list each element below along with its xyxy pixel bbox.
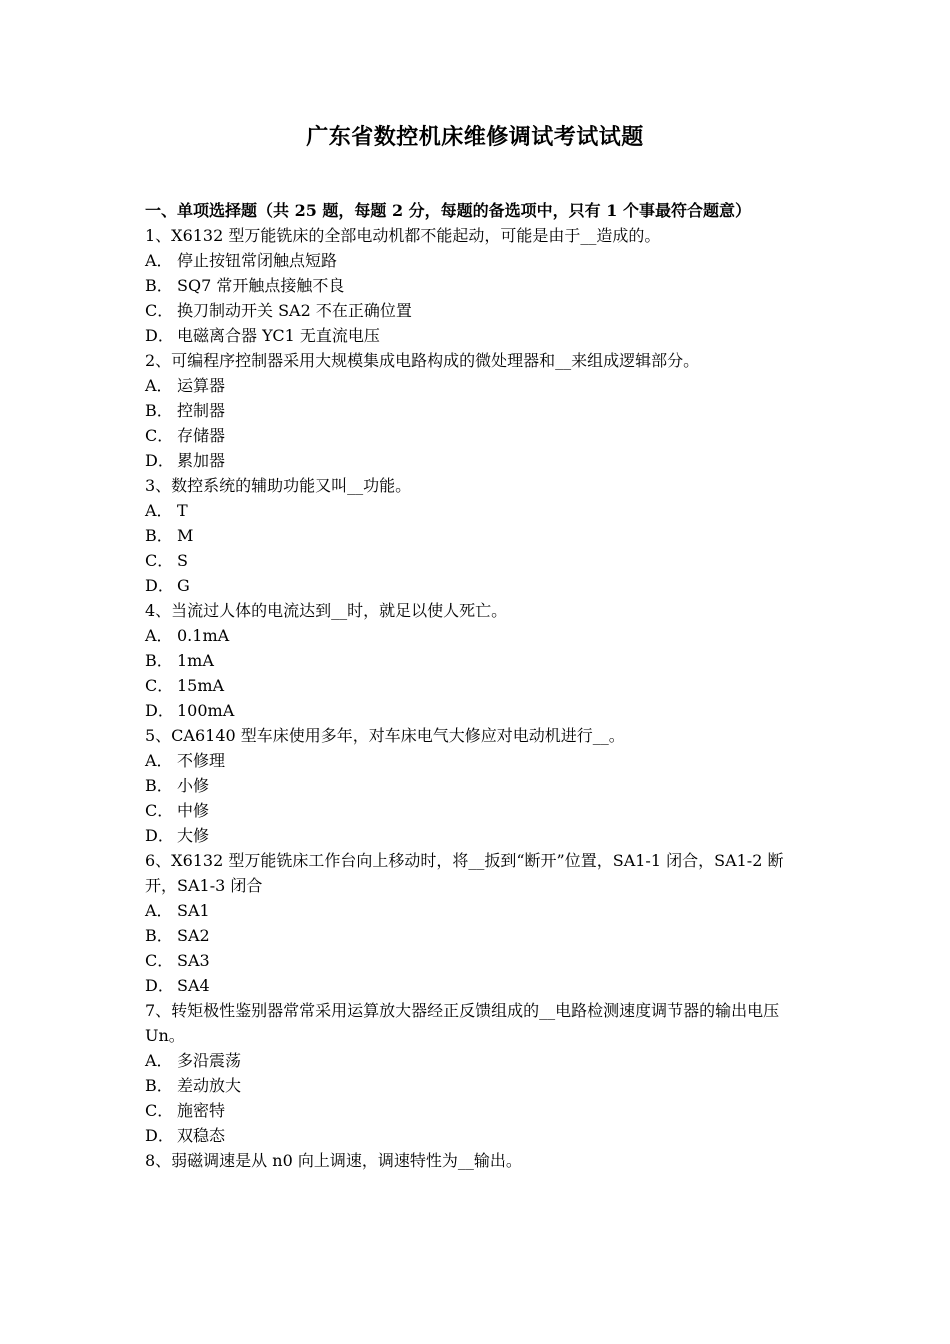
answer-option <box>145 573 809 598</box>
question-block <box>145 1148 809 1173</box>
answer-option <box>145 548 809 573</box>
option-text: SA2 <box>177 926 210 945</box>
option-text: 运算器 <box>177 376 226 395</box>
answer-option <box>145 498 809 523</box>
question-block <box>145 598 809 723</box>
question-stem: 3、数控系统的辅助功能又叫__功能。 <box>145 476 412 495</box>
answer-option <box>145 948 809 973</box>
option-text: M <box>177 526 194 545</box>
option-letter: D． <box>145 826 174 845</box>
answer-option <box>145 248 809 273</box>
answer-option <box>145 1048 809 1073</box>
option-text: 15mA <box>177 676 225 695</box>
answer-option <box>145 748 809 773</box>
option-letter: B． <box>145 526 173 545</box>
option-text: G <box>177 576 190 595</box>
option-letter: A． <box>145 501 173 520</box>
answer-option <box>145 673 809 698</box>
option-text: SA3 <box>177 951 210 970</box>
option-letter: D． <box>145 576 174 595</box>
option-letter: C． <box>145 676 174 695</box>
option-text: 双稳态 <box>177 1126 226 1145</box>
answer-option <box>145 973 809 998</box>
option-letter: A． <box>145 376 173 395</box>
option-letter: B． <box>145 1076 173 1095</box>
option-text: 中修 <box>177 801 210 820</box>
option-letter: B． <box>145 276 173 295</box>
question-block <box>145 723 809 848</box>
answer-option <box>145 448 809 473</box>
option-text: 大修 <box>177 826 210 845</box>
answer-option <box>145 798 809 823</box>
option-letter: A． <box>145 626 173 645</box>
answer-option <box>145 373 809 398</box>
option-text: 0.1mA <box>177 626 230 645</box>
question-block <box>145 223 809 348</box>
option-letter: D． <box>145 451 174 470</box>
option-letter: D． <box>145 976 174 995</box>
answer-option <box>145 398 809 423</box>
question-stem: 7、转矩极性鉴别器常常采用运算放大器经正反馈组成的__电路检测速度调节器的输出电压 Un。 <box>145 1001 780 1045</box>
option-text: S <box>177 551 188 570</box>
answer-option <box>145 273 809 298</box>
answer-option <box>145 523 809 548</box>
question-list <box>145 223 809 1173</box>
question-stem: 1、X6132 型万能铣床的全部电动机都不能起动，可能是由于__造成的。 <box>145 226 661 245</box>
option-text: 小修 <box>177 776 210 795</box>
question-block <box>145 473 809 598</box>
answer-option <box>145 1073 809 1098</box>
option-letter: A． <box>145 901 173 920</box>
option-letter: B． <box>145 926 173 945</box>
option-text: SA1 <box>177 901 210 920</box>
answer-option <box>145 773 809 798</box>
answer-option <box>145 1123 809 1148</box>
answer-option <box>145 648 809 673</box>
option-letter: A． <box>145 251 173 270</box>
option-text: 差动放大 <box>177 1076 242 1095</box>
option-text: 换刀制动开关 SA2 不在正确位置 <box>177 301 412 320</box>
option-text: SA4 <box>177 976 210 995</box>
option-letter: C． <box>145 951 174 970</box>
answer-option <box>145 298 809 323</box>
option-text: 停止按钮常闭触点短路 <box>177 251 338 270</box>
page-title: 广东省数控机床维修调试考试试题 <box>306 124 644 150</box>
question-stem: 4、当流过人体的电流达到__时，就足以使人死亡。 <box>145 601 508 620</box>
question-stem: 5、CA6140 型车床使用多年，对车床电气大修应对电动机进行__。 <box>145 726 625 745</box>
question-stem: 6、X6132 型万能铣床工作台向上移动时，将__扳到“断开”位置，SA1-1 闭合，SA1-2 断开，SA1-3 闭合 <box>145 851 784 895</box>
option-text: 不修理 <box>177 751 226 770</box>
question-stem: 2、可编程序控制器采用大规模集成电路构成的微处理器和__来组成逻辑部分。 <box>145 351 700 370</box>
option-text: 施密特 <box>177 1101 226 1120</box>
option-letter: D． <box>145 1126 174 1145</box>
option-letter: A． <box>145 1051 173 1070</box>
option-text: 存储器 <box>177 426 226 445</box>
option-text: 多沿震荡 <box>177 1051 242 1070</box>
option-letter: C． <box>145 426 174 445</box>
option-text: SQ7 常开触点接触不良 <box>177 276 345 295</box>
option-letter: C． <box>145 551 174 570</box>
option-letter: C． <box>145 301 174 320</box>
option-text: 控制器 <box>177 401 226 420</box>
option-letter: D． <box>145 326 174 345</box>
option-text: 1mA <box>177 651 214 670</box>
answer-option <box>145 423 809 448</box>
option-letter: B． <box>145 776 173 795</box>
section-heading: 一、单项选择题（共 25 题，每题 2 分，每题的备选项中，只有 1 个事最符合题意） <box>145 201 751 220</box>
answer-option <box>145 923 809 948</box>
option-letter: C． <box>145 1101 174 1120</box>
option-letter: C． <box>145 801 174 820</box>
answer-option <box>145 323 809 348</box>
option-letter: D． <box>145 701 174 720</box>
question-stem: 8、弱磁调速是从 n0 向上调速，调速特性为__输出。 <box>145 1151 522 1170</box>
option-letter: B． <box>145 651 173 670</box>
answer-option <box>145 823 809 848</box>
answer-option <box>145 898 809 923</box>
question-block <box>145 848 809 998</box>
option-text: T <box>177 501 188 520</box>
option-text: 累加器 <box>177 451 226 470</box>
answer-option <box>145 698 809 723</box>
question-block <box>145 348 809 473</box>
option-letter: A． <box>145 751 173 770</box>
option-text: 电磁离合器 YC1 无直流电压 <box>177 326 380 345</box>
question-block <box>145 998 809 1148</box>
document-body <box>145 198 809 1173</box>
option-letter: B． <box>145 401 173 420</box>
option-text: 100mA <box>177 701 235 720</box>
answer-option <box>145 1098 809 1123</box>
answer-option <box>145 623 809 648</box>
